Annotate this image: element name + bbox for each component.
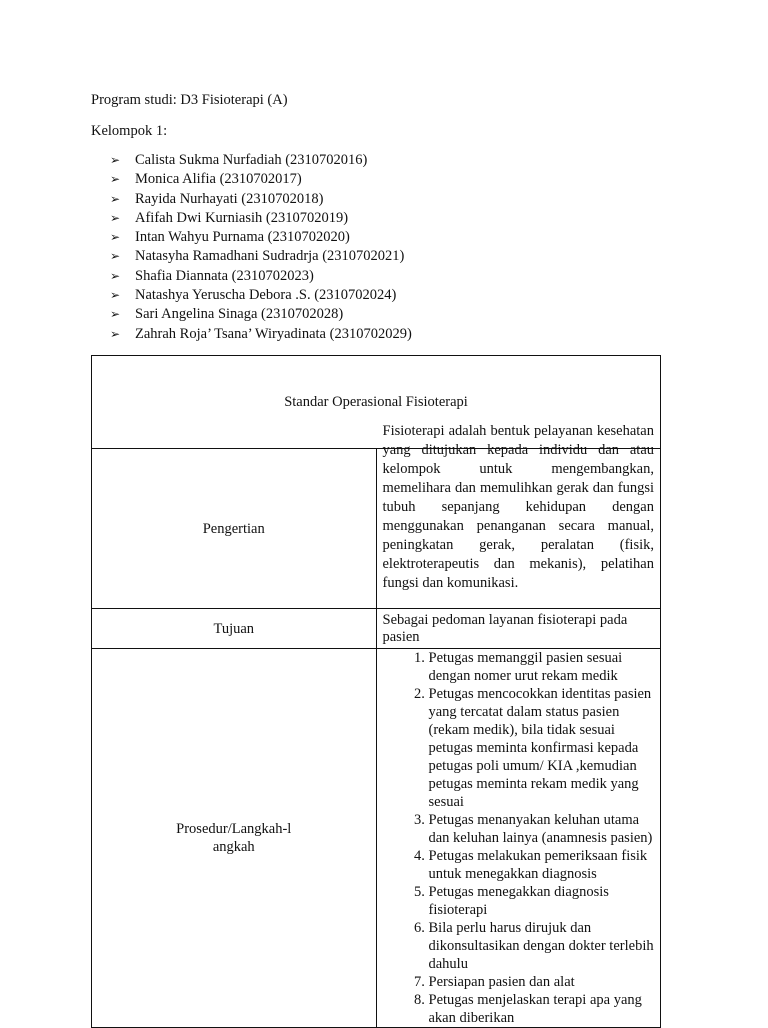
pengertian-cell <box>376 423 661 609</box>
tujuan-label: Tujuan <box>92 609 377 649</box>
step-item: 6. Bila perlu harus dirujuk dan dikonsultasikan dengan dokter terlebih dahulu <box>429 919 657 973</box>
arrow-bullet-icon: ➢ <box>110 172 121 187</box>
step-item: 7. Persiapan pasien dan alat <box>429 973 657 991</box>
member-item: ➢ Natashya Yeruscha Debora .S. (2310702024) <box>110 286 412 305</box>
arrow-bullet-icon: ➢ <box>110 230 121 245</box>
member-item: ➢ Zahrah Roja’ Tsana’ Wiryadinata (2310702029) <box>110 325 412 344</box>
member-item: ➢ Calista Sukma Nurfadiah (2310702016) <box>110 151 412 170</box>
member-item: ➢ Monica Alifia (2310702017) <box>110 170 412 189</box>
prosedur-steps <box>377 649 661 1027</box>
member-item: ➢ Sari Angelina Sinaga (2310702028) <box>110 305 412 324</box>
arrow-bullet-icon: ➢ <box>110 288 121 303</box>
step-item: 5. Petugas menegakkan diagnosis fisioterapi <box>429 883 657 919</box>
sop-table <box>91 355 661 1028</box>
step-item: 4. Petugas melakukan pemeriksaan fisik untuk menegakkan diagnosis <box>429 847 657 883</box>
arrow-bullet-icon: ➢ <box>110 153 121 167</box>
step-item: 2. Petugas mencocokkan identitas pasien yang tercatat dalam status pasien (rekam medik), bila tidak sesuai petugas meminta konfirmasi kepada petugas poli umum/ KIA ,kemudian petugas meminta rekam medik yang sesuai <box>429 685 657 811</box>
member-item: ➢ Intan Wahyu Purnama (2310702020) <box>110 228 412 247</box>
program-studi-text: Program studi: D3 Fisioterapi (A) <box>91 92 288 108</box>
member-item: ➢ Shafia Diannata (2310702023) <box>110 267 412 286</box>
member-list <box>110 151 412 344</box>
prosedur-cell <box>376 649 661 1028</box>
step-item: 8. Petugas menjelaskan terapi apa yang akan diberikan <box>429 991 657 1027</box>
arrow-bullet-icon: ➢ <box>110 326 121 341</box>
step-item: 3. Petugas menanyakan keluhan utama dan keluhan lainya (anamnesis pasien) <box>429 811 657 847</box>
arrow-bullet-icon: ➢ <box>110 307 121 322</box>
pengertian-text: Fisioterapi adalah bentuk pelayanan kesehatan yang ditujukan kepada individu dan atau kelompok untuk mengembangkan, memelihara dan memulihkan gerak dan fungsi tubuh sepanjang kehidupan dengan menggunakan penanganan secara manual, peningkatan gerak, peralatan (fisik, elektroterapeutis dan mekanis), pelatihan fungsi dan komunikasi. <box>382 423 654 591</box>
sop-title: Standar Operasional Fisioterapi <box>92 356 661 449</box>
pengertian-label: Pengertian <box>92 449 377 609</box>
member-item: ➢ Rayida Nurhayati (2310702018) <box>110 190 412 209</box>
member-item: ➢ Afifah Dwi Kurniasih (2310702019) <box>110 209 412 228</box>
tujuan-text: Sebagai pedoman layanan fisioterapi pada pasien <box>382 611 628 645</box>
member-item: ➢ Natasyha Ramadhani Sudradrja (2310702021) <box>110 247 412 266</box>
step-item: 1. Petugas memanggil pasien sesuai dengan nomer urut rekam medik <box>429 649 657 685</box>
tujuan-cell <box>376 609 661 649</box>
prosedur-label: Prosedur/Langkah-langkah <box>92 649 377 1028</box>
arrow-bullet-icon: ➢ <box>110 210 121 225</box>
arrow-bullet-icon: ➢ <box>110 249 121 264</box>
arrow-bullet-icon: ➢ <box>110 268 121 283</box>
kelompok-heading: Kelompok 1: <box>91 123 168 139</box>
arrow-bullet-icon: ➢ <box>110 191 121 206</box>
